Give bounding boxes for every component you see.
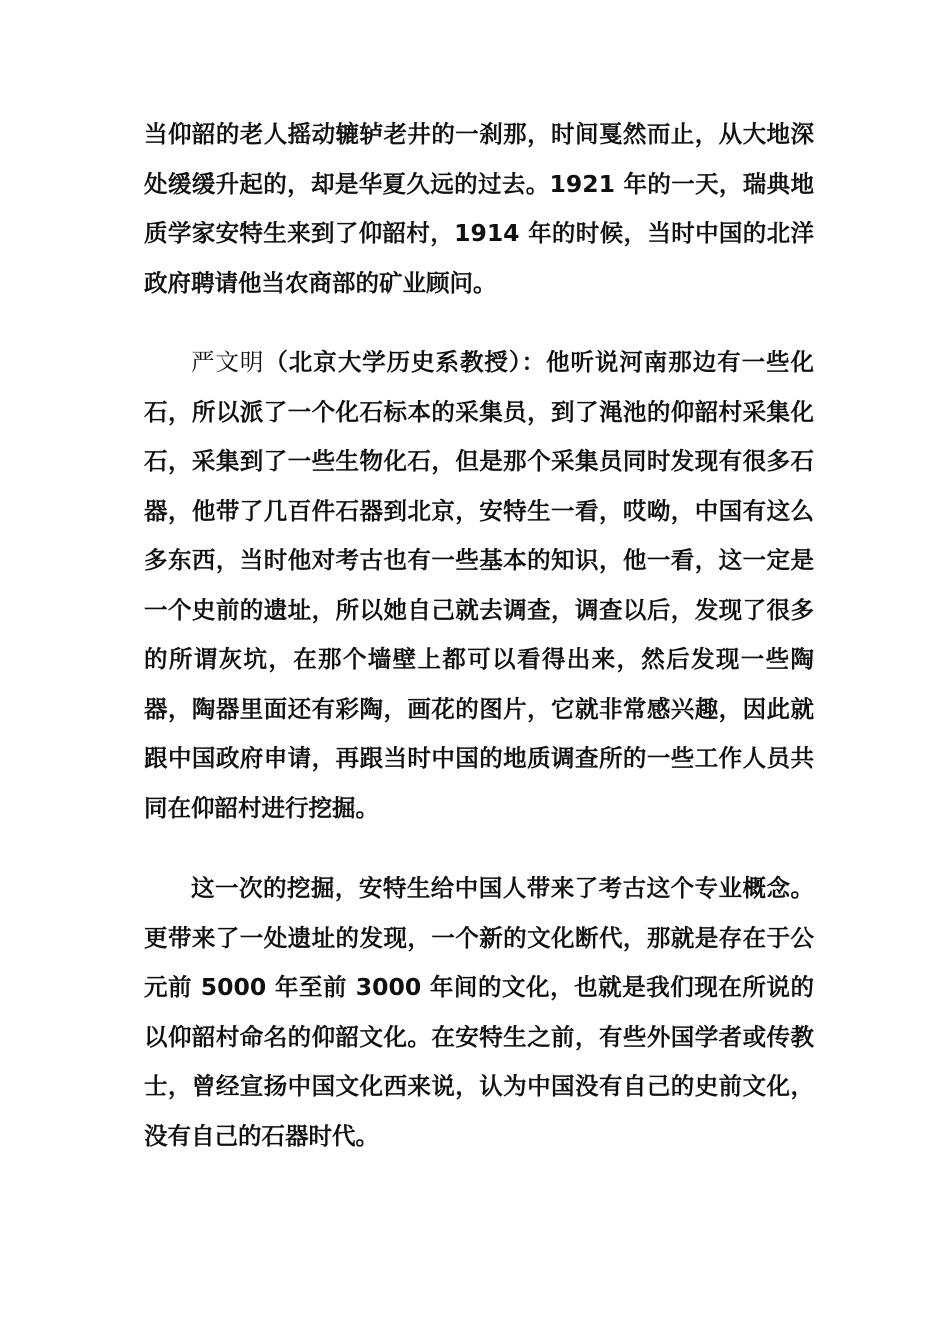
paragraph-conclusion-text: 这一次的挖掘，安特生给中国人带来了考古这个专业概念。更带来了一处遗址的发现，一个新的文化断代，那就是存在于公元前 5000 年至前 3000 年间的文化，也就是我们现在所说的以仰韶村命名的仰韶文化。在安特生之前，有些外国学者或传教士，曾经宣扬中国文化西来说，认为中国没有自己的史前文化，没有自己的石器时代。	[144, 874, 814, 1150]
paragraph-interview	[144, 338, 814, 833]
document-page	[144, 110, 814, 1190]
paragraph-conclusion	[144, 864, 814, 1161]
paragraph-interview-text: （北京大学历史系教授）：他听说河南那边有一些化石，所以派了一个化石标本的采集员，到了渑池的仰韶村采集化石，采集到了一些生物化石，但是那个采集员同时发现有很多石器，他带了几百件石器到北京，安特生一看，哎呦，中国有这么多东西，当时他对考古也有一些基本的知识，他一看，这一定是一个史前的遗址，所以她自己就去调查，调查以后，发现了很多的所谓灰坑，在那个墙壁上都可以看得出来，然后发现一些陶器，陶器里面还有彩陶，画花的图片，它就非常感兴趣，因此就跟中国政府申请，再跟当时中国的地质调查所的一些工作人员共同在仰韶村进行挖掘。	[144, 348, 815, 822]
paragraph-intro	[144, 110, 814, 308]
speaker-name: 严文明	[191, 348, 265, 376]
paragraph-intro-text: 当仰韶的老人摇动辘轳老井的一刹那，时间戛然而止，从大地深处缓缓升起的，却是华夏久远的过去。1921 年的一天，瑞典地质学家安特生来到了仰韶村，1914 年的时候，当时中国的北洋政府聘请他当农商部的矿业顾问。	[144, 120, 814, 297]
